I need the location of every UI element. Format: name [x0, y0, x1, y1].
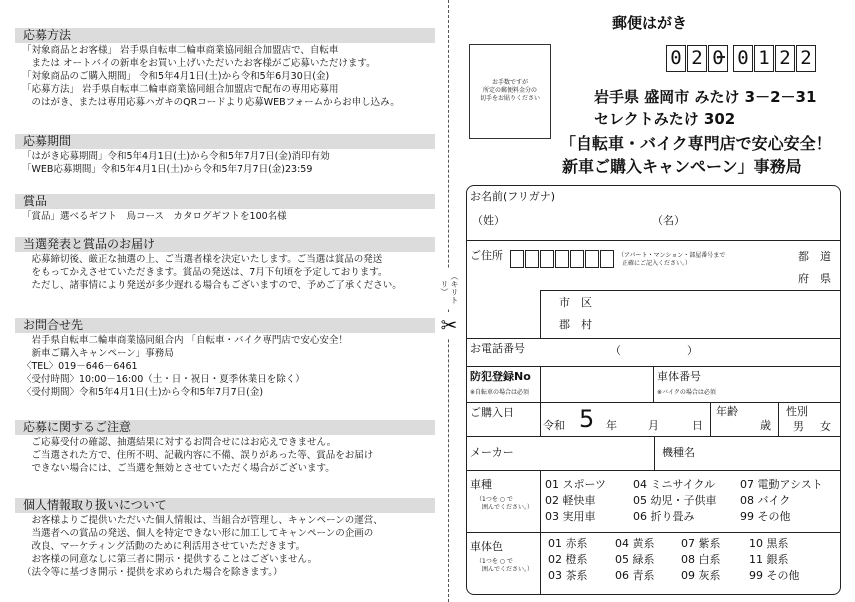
gun-son-label: 郡 村 — [559, 318, 592, 331]
zip-digit: 2 — [775, 45, 795, 72]
gender-label: 性別 — [786, 405, 808, 418]
bouhan-label: 防犯登録No — [470, 370, 531, 383]
section-text-line: 「WEB応募期間」令和5年4月1日(土)から令和5年7月7日(金)23:59 — [22, 164, 313, 175]
address-char-box[interactable] — [510, 250, 524, 268]
recipient-address-1: 岩手県 盛岡市 みたけ 3－2－31 — [594, 88, 817, 106]
gender-female[interactable]: 女 — [820, 420, 831, 433]
tsuki-label: 月 — [648, 419, 659, 432]
section-heading: お問合せ先 — [15, 318, 435, 333]
mei-label: （名） — [652, 214, 685, 227]
section-text-line: 応募締切後、厳正な抽選の上、ご当選者様を決定いたします。ご当選は賞品の発送 — [22, 254, 383, 265]
address-char-box[interactable] — [585, 250, 599, 268]
stamp-text-line: お手数ですが — [491, 79, 528, 86]
address-note: （アパート・マンション・部屋番号まで — [618, 252, 726, 259]
address-char-box[interactable] — [555, 250, 569, 268]
section-text-line: 「はがき応募期間」令和5年4月1日(土)から令和5年7月7日(金)消印有効 — [22, 151, 330, 162]
section-heading: 応募方法 — [15, 28, 435, 43]
section-text-line: 「対象商品のご購入期間」 令和5年4月1日(土)から令和5年6月30日(金) — [22, 71, 330, 82]
address-char-box[interactable] — [525, 250, 539, 268]
form-rule — [778, 402, 779, 436]
section-text-line: 岩手県自転車二輪車商業協同組合内 「自転車・バイク専門店で安心安全！ — [22, 335, 348, 346]
zip-separator — [717, 56, 725, 58]
color-option[interactable]: 03 茶系 — [548, 569, 588, 582]
section-heading: 応募に関するご注意 — [15, 420, 435, 435]
color-option[interactable]: 09 灰系 — [681, 569, 721, 582]
model-label: 機種名 — [662, 446, 695, 459]
section-text-line: お客様よりご提供いただいた個人情報は、当組合が管理し、キャンペーンの運営、 — [22, 515, 383, 526]
type-option[interactable]: 08 バイク — [740, 494, 791, 507]
form-rule — [654, 436, 655, 470]
color-option[interactable]: 06 青系 — [615, 569, 655, 582]
color-option[interactable]: 10 黒系 — [749, 537, 789, 550]
zip-digit: 2 — [687, 45, 707, 72]
color-option[interactable]: 01 赤系 — [548, 537, 588, 550]
form-rule — [466, 402, 841, 403]
section-text-line: 〈受付時間〉10:00－16:00（土・日・祝日・夏季休業日を除く） — [22, 374, 305, 385]
form-rule — [540, 470, 541, 595]
section-text-line: をもってかえさせていただきます。賞品の発送は、7月下旬頃を予定しております。 — [22, 267, 388, 278]
section-text-line: ただし、諸事情により発送が多少遅れる場合もございますので、予めご了承ください。 — [22, 280, 402, 291]
recipient-name-1: 「自転車・バイク専門店で安心安全！ — [560, 134, 832, 153]
type-option[interactable]: 04 ミニサイクル — [633, 478, 716, 491]
form-rule — [466, 338, 841, 339]
type-option[interactable]: 05 幼児・子供車 — [633, 494, 717, 507]
section-text-line: または オートバイの新車をお買い上げいただいたお客様がご応募いただけます。 — [22, 58, 376, 69]
type-option[interactable]: 06 折り畳み — [633, 510, 695, 523]
section-text-line: お客様の同意なしに第三者に開示・提供することはございません。 — [22, 554, 318, 565]
color-option[interactable]: 04 黄系 — [615, 537, 655, 550]
address-char-box[interactable] — [600, 250, 614, 268]
shatai-note: ※バイクの場合は必須 — [657, 389, 716, 396]
form-rule — [466, 470, 841, 471]
type-note: 囲んでください。） — [476, 504, 534, 511]
zip-digit: 0 — [733, 45, 753, 72]
nen-label: 年 — [606, 419, 617, 432]
hi-label: 日 — [692, 419, 703, 432]
type-option[interactable]: 07 電動アシスト — [740, 478, 823, 491]
sai-label: 歳 — [760, 419, 771, 432]
shatai-label: 車体番号 — [657, 370, 701, 383]
zip-digit: 0 — [666, 45, 686, 72]
purchase-year: 5 — [579, 405, 595, 433]
section-heading: 賞品 — [15, 194, 435, 209]
address-label: ご住所 — [470, 249, 503, 262]
recipient-name-2: 新車ご購入キャンペーン」事務局 — [562, 157, 802, 176]
type-option[interactable]: 03 実用車 — [545, 510, 596, 523]
form-rule — [653, 366, 654, 402]
color-note: 囲んでください。） — [476, 566, 534, 573]
section-text-line: 〈TEL〉019－646－6461 — [22, 361, 138, 372]
color-option[interactable]: 99 その他 — [749, 569, 800, 582]
purchase-label: ご購入日 — [470, 406, 514, 419]
stamp-area — [469, 44, 551, 139]
age-label: 年齢 — [716, 405, 738, 418]
shi-ku-label: 市 区 — [559, 296, 592, 309]
bouhan-note: ※自転車の場合は必須 — [470, 389, 530, 396]
address-char-box[interactable] — [540, 250, 554, 268]
type-option[interactable]: 99 その他 — [740, 510, 791, 523]
gender-male[interactable]: 男 — [793, 420, 804, 433]
zip-digit: 2 — [796, 45, 816, 72]
zip-digit: 0 — [708, 45, 728, 72]
section-text-line: できない場合には、ご当選を無効とさせていただく場合がございます。 — [22, 463, 335, 474]
recipient-address-2: セレクトみたけ 302 — [594, 110, 736, 128]
form-rule — [466, 532, 841, 533]
section-text-line: ご当選された方で、住所不明、記載内容に不備、誤りがあった等、賞品をお届け — [22, 450, 374, 461]
sei-label: （姓） — [472, 214, 505, 227]
type-note: （1つを ○ で — [476, 496, 513, 503]
section-text-line: 「対象商品とお客様」 岩手県自転車二輪車商業協同組合加盟店で、自転車 — [22, 45, 339, 56]
form-rule — [540, 290, 541, 338]
section-text-line: 当選者への賞品の発送、個人を特定できない形に加工してキャンペーンの企画の — [22, 528, 374, 539]
scissors-icon: ✂ — [440, 313, 458, 337]
color-option[interactable]: 05 緑系 — [615, 553, 655, 566]
color-option[interactable]: 02 橙系 — [548, 553, 588, 566]
section-heading: 応募期間 — [15, 134, 435, 149]
section-text-line: 改良、マーケティング活動のために利活用させていただきます。 — [22, 541, 306, 552]
section-text-line: 「賞品」選べるギフト 鳥コース カタログギフトを100名様 — [22, 211, 287, 222]
zip-digit: 1 — [754, 45, 774, 72]
fu-ken-label: 府 県 — [798, 272, 831, 285]
form-rule — [466, 240, 841, 241]
color-option[interactable]: 08 白系 — [681, 553, 721, 566]
color-note: （1つを ○ で — [476, 558, 513, 565]
section-text-line: 〈受付期間〉令和5年4月1日(土)から令和5年7月7日(金) — [22, 387, 264, 398]
address-note: 正確にご記入ください。） — [622, 260, 692, 267]
type-option[interactable]: 01 スポーツ — [545, 478, 607, 491]
section-text-line: ご応募受付の確認、抽選結果に対するお問合せにはお応えできません。 — [22, 437, 337, 448]
form-rule — [710, 402, 711, 436]
maker-label: メーカー — [470, 446, 514, 459]
section-text-line: （法令等に基づき開示・提供を求められた場合を除きます。） — [22, 567, 283, 578]
address-char-box[interactable] — [570, 250, 584, 268]
section-text-line: のはがき、または専用応募ハガキのQRコードより応募WEBフォームからお申し込み。 — [22, 97, 400, 108]
section-heading: 当選発表と賞品のお届け — [15, 237, 435, 252]
form-rule — [540, 366, 541, 436]
section-heading: 個人情報取り扱いについて — [15, 498, 435, 513]
stamp-text-line: 切手をお貼りください — [479, 95, 540, 102]
type-label: 車種 — [470, 478, 492, 491]
type-option[interactable]: 02 軽快車 — [545, 494, 596, 507]
section-text-line: 新車ご購入キャンペーン」事務局 — [22, 348, 174, 359]
color-option[interactable]: 07 紫系 — [681, 537, 721, 550]
phone-parens: （ ） — [610, 344, 698, 357]
to-dou-label: 都 道 — [798, 250, 831, 263]
color-option[interactable]: 11 銀系 — [749, 553, 789, 566]
kiritori-label: （キリトリ） — [439, 268, 459, 308]
color-label: 車体色 — [470, 540, 503, 553]
stamp-text-line: 所定の郵便料金分の — [482, 87, 537, 94]
name-label: お名前(フリガナ) — [470, 190, 556, 203]
era-label: 令和 — [543, 419, 565, 432]
phone-label: お電話番号 — [470, 342, 525, 355]
postcard-title: 郵便はがき — [612, 14, 688, 32]
section-text-line: 「応募方法」 岩手県自転車二輪車商業協同組合加盟店で配布の専用応募用 — [22, 84, 339, 95]
form-rule — [540, 290, 840, 291]
